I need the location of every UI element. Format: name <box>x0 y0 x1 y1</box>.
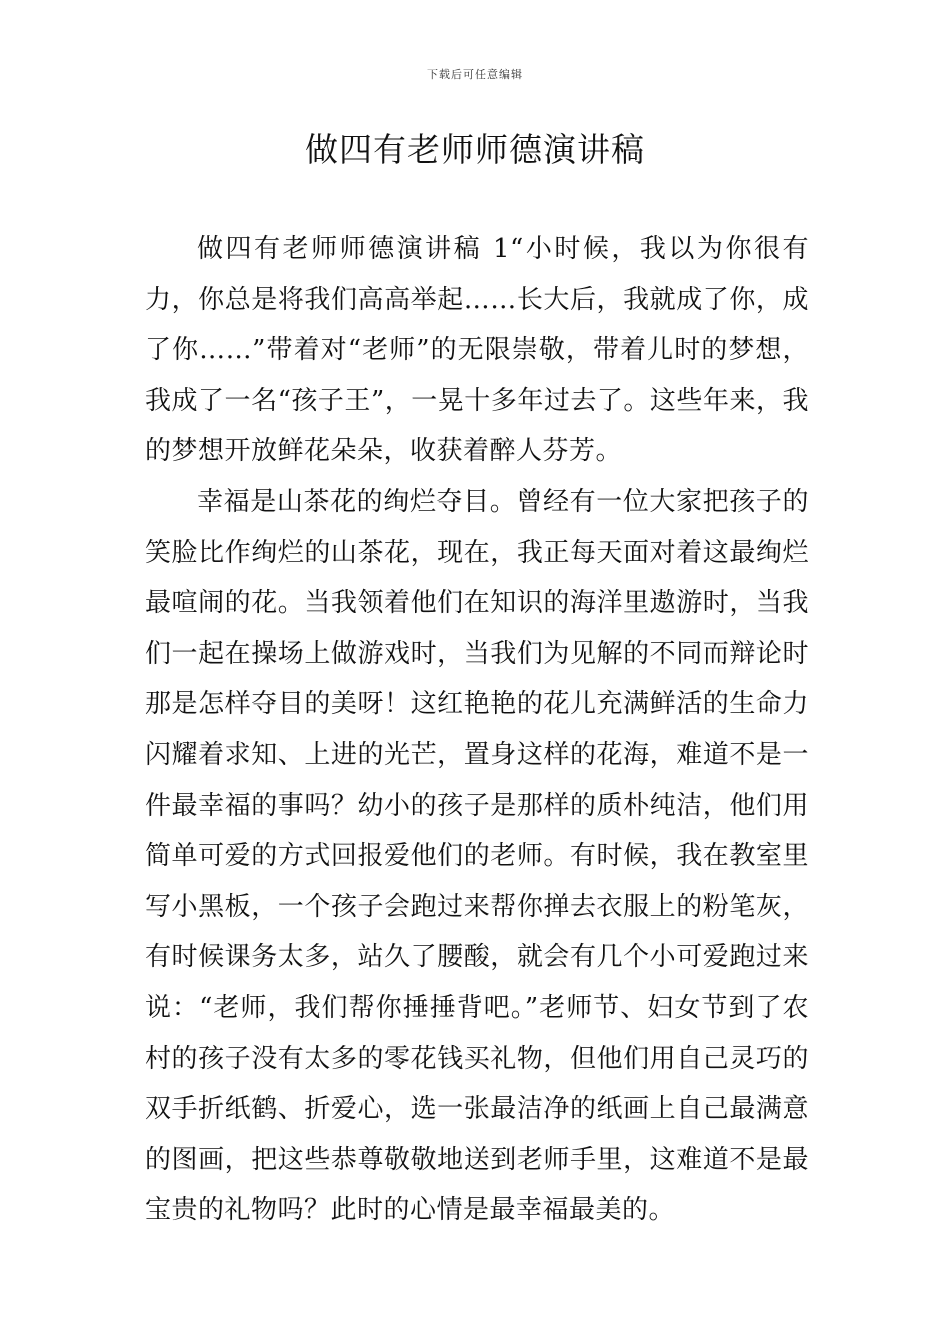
paragraph-2: 幸福是山茶花的绚烂夺目。曾经有一位大家把孩子的笑脸比作绚烂的山茶花，现在，我正每天面对着这最绚烂最喧闹的花。当我领着他们在知识的海洋里遨游时，当我们一起在操场上做游戏时，当我们为见解的不同而辩论时那是怎样夺目的美呀！这红艳艳的花儿充满鲜活的生命力闪耀着求知、上进的光芒，置身这样的花海，难道不是一件最幸福的事吗？幼小的孩子是那样的质朴纯洁，他们用简单可爱的方式回报爱他们的老师。有时候，我在教室里写小黑板，一个孩子会跑过来帮你掸去衣服上的粉笔灰，有时候课务太多，站久了腰酸，就会有几个小可爱跑过来说：“老师，我们帮你捶捶背吧。”老师节、妇女节到了农村的孩子没有太多的零花钱买礼物，但他们用自己灵巧的双手折纸鹤、折爱心，选一张最洁净的纸画上自己最满意的图画，把这些恭尊敬敬地送到老师手里，这难道不是最宝贵的礼物吗？此时的心情是最幸福最美的。 <box>145 486 809 1226</box>
header-note: 下载后可任意编辑 <box>427 68 523 81</box>
paragraph-1: 做四有老师师德演讲稿 1“小时候，我以为你很有力，你总是将我们高高举起……长大后，我就成了你，成了你……”带着对“老师”的无限崇敬，带着儿时的梦想，我成了一名“孩子王”，一晃十多年过去了。这些年来，我的梦想开放鲜花朵朵，收获着醉人芬芳。 <box>145 234 809 467</box>
document-body <box>145 224 809 1236</box>
document-title: 做四有老师师德演讲稿 <box>305 130 645 169</box>
